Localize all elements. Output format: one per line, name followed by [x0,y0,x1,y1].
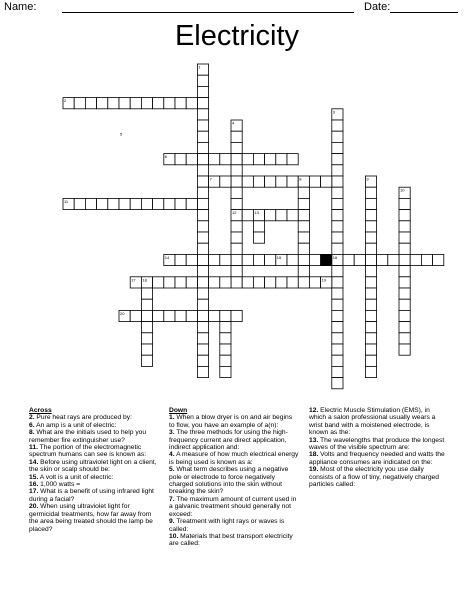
clue-text: Volts and frequency needed and watts the appliance consumes are indicated on the: [309,451,445,466]
grid-cell[interactable] [153,277,164,288]
grid-cell[interactable] [332,120,343,131]
grid-cell[interactable] [231,310,242,321]
grid-cell[interactable] [253,254,264,265]
grid-cell[interactable] [197,310,208,321]
grid-cell[interactable] [287,154,298,165]
grid-cell[interactable] [130,198,141,209]
grid-cell[interactable] [265,176,276,187]
grid-cell[interactable] [265,277,276,288]
clue-item [309,451,445,466]
grid-cell[interactable] [298,243,309,254]
grid-cell[interactable] [242,154,253,165]
grid-cell[interactable] [175,277,186,288]
date-label: Date: [364,1,391,13]
grid-cell[interactable] [197,366,208,377]
cell-number: 11 [64,198,69,204]
grid-cell[interactable] [298,266,309,277]
grid-cell[interactable] [197,355,208,366]
grid-cell[interactable] [309,254,320,265]
grid-cell[interactable] [332,355,343,366]
grid-cell[interactable] [231,243,242,254]
cell-number: 20 [120,310,125,316]
cell-number: 15 [276,254,282,260]
grid-cell[interactable] [287,277,298,288]
clue-item [29,481,159,488]
grid-cell[interactable] [231,187,242,198]
grid-cell[interactable] [298,210,309,221]
grid-cell[interactable] [399,333,410,344]
grid-cell[interactable] [186,154,197,165]
grid-cell[interactable] [365,310,376,321]
clue-item [29,459,159,474]
grid-cell[interactable] [309,277,320,288]
grid-cell[interactable] [197,344,208,355]
grid-cell[interactable] [298,221,309,232]
grid-cell[interactable] [74,98,85,109]
grid-cell[interactable] [119,198,130,209]
grid-cell[interactable] [365,344,376,355]
grid-cell[interactable] [186,254,197,265]
clue-text: Before using ultraviolet light on a client, the skin or scalp should be: [29,458,157,474]
grid-cell[interactable] [332,243,343,254]
grid-cell[interactable] [332,378,343,389]
grid-cell[interactable] [399,288,410,299]
grid-cell[interactable] [197,131,208,142]
grid-cell[interactable] [365,355,376,366]
grid-cell[interactable] [209,154,220,165]
grid-cell[interactable] [354,254,365,265]
grid-cell[interactable] [287,254,298,265]
grid-cell[interactable] [332,176,343,187]
clue-number: 10. [169,532,179,540]
grid-cell[interactable] [287,176,298,187]
clue-text: What are the initials used to help you remember fire extinguisher use? [29,429,147,444]
grid-cell[interactable] [231,232,242,243]
grid-cell[interactable] [197,254,208,265]
grid-cell[interactable] [388,254,399,265]
clue-text: What term describes using a negative pole or electrode to force negatively charged solutions into the skin without breaking the skin? [169,466,289,496]
cell-number: 17 [131,277,136,283]
grid-cell[interactable] [365,210,376,221]
grid-cell[interactable] [332,310,343,321]
clue-text: Treatment with light rays or waves is called: [169,518,285,533]
clue-text: The portion of the electromagnetic spectrum humans can see is known as: [29,444,147,459]
grid-cell[interactable] [365,254,376,265]
grid-cell[interactable] [365,288,376,299]
cell-number: 4 [232,120,235,126]
grid-cell[interactable] [175,310,186,321]
grid-cell[interactable] [410,254,421,265]
grid-cell[interactable] [253,221,264,232]
clue-item [169,466,299,496]
grid-cell[interactable] [141,299,152,310]
clue-number: 7. [169,495,175,503]
clue-item [29,488,159,503]
grid-cell[interactable] [197,221,208,232]
grid-cell[interactable] [242,210,253,221]
across-heading: Across [29,407,52,414]
clue-text: What is a benefit of using infrared light during a facial? [29,488,154,503]
grid-cell[interactable] [231,154,242,165]
grid-cell[interactable] [141,355,152,366]
grid-cell[interactable] [141,322,152,333]
grid-cell[interactable] [365,221,376,232]
grid-cell[interactable] [85,98,96,109]
grid-cell[interactable] [197,187,208,198]
grid-cell[interactable] [220,355,231,366]
clue-text: An amp is a unit of electric: [34,421,117,429]
grid-cell[interactable] [197,277,208,288]
clue-number: 16. [29,481,39,489]
grid-cell[interactable] [130,98,141,109]
cell-number: 8 [299,176,302,182]
clue-number: 3. [169,429,175,437]
clue-item [169,533,299,548]
grid-cell[interactable] [197,210,208,221]
grid-cell[interactable] [130,310,141,321]
cell-number: 3 [332,109,336,115]
grid-cell[interactable] [108,198,119,209]
grid-cell[interactable] [298,187,309,198]
grid-cell[interactable] [276,210,287,221]
grid-cell[interactable] [74,198,85,209]
clue-item [169,414,299,429]
grid-cell[interactable] [365,243,376,254]
clue-item [169,451,299,466]
grid-cell[interactable] [220,366,231,377]
grid-cell[interactable] [298,232,309,243]
grid-cell[interactable] [231,131,242,142]
clue-item [169,429,299,451]
puzzle-title: Electricity [174,20,300,52]
clue-item [309,437,445,452]
grid-cell[interactable] [265,154,276,165]
grid-cell[interactable] [186,310,197,321]
grid-cell[interactable] [365,187,376,198]
down-heading: Down [169,407,188,414]
grid-cell[interactable] [209,254,220,265]
grid-cell[interactable] [186,277,197,288]
grid-cell[interactable] [197,165,208,176]
clue-text: The wavelengths that produce the longest waves of the visible spectrum are: [309,436,445,452]
clue-number: 17. [29,488,39,496]
clue-text: The three methods for using the high-frequency current are direct application, indirect application and: [169,429,288,452]
cell-number: 9 [366,176,369,182]
grid-cell[interactable] [97,98,108,109]
grid-cell[interactable] [399,243,410,254]
grid-cell[interactable] [197,288,208,299]
grid-cell[interactable] [321,176,332,187]
cell-number: 1 [198,64,201,70]
clue-number: 18. [309,451,319,459]
cell-number: 13 [254,210,259,216]
grid-cell[interactable] [141,198,152,209]
grid-cell[interactable] [141,344,152,355]
clue-text: 1,000 watts = [38,481,81,489]
grid-cell[interactable] [141,288,152,299]
grid-cell[interactable] [399,221,410,232]
grid-cell[interactable] [220,310,231,321]
grid-cell[interactable] [220,176,231,187]
grid-cell[interactable] [265,254,276,265]
clue-number: 20. [29,503,39,511]
grid-cell[interactable] [399,299,410,310]
grid-cell[interactable] [399,254,410,265]
grid-cell[interactable] [220,277,231,288]
clue-number: 14. [29,458,39,466]
grid-cell[interactable] [141,310,152,321]
grid-cell[interactable] [377,254,388,265]
grid-cell[interactable] [399,310,410,321]
grid-cell[interactable] [242,176,253,187]
grid-cell[interactable] [287,210,298,221]
clue-text: A volt is a unit of electric: [38,473,114,481]
grid-cell[interactable] [365,232,376,243]
grid-cell[interactable] [197,198,208,209]
clue-number: 5. [169,466,175,474]
clue-item [29,474,159,481]
grid-cell[interactable] [332,221,343,232]
down-clues [169,407,299,548]
grid-cell[interactable] [164,98,175,109]
grid-cell[interactable] [332,131,343,142]
clue-item [169,518,299,533]
grid-cell[interactable] [231,176,242,187]
grid-cell[interactable] [365,333,376,344]
grid-cell[interactable] [298,277,309,288]
grid-cell[interactable] [365,366,376,377]
grid-cell[interactable] [231,142,242,153]
grid-cell[interactable] [197,120,208,131]
clue-item [29,422,159,429]
grid-cell[interactable] [164,277,175,288]
grid-cell[interactable] [332,266,343,277]
grid-cell[interactable] [231,266,242,277]
grid-cell[interactable] [332,344,343,355]
clue-text: The maximum amount of current used in a galvanic treatment should generally not exceed: [169,495,297,518]
cell-number: 19 [321,277,327,283]
clue-item [169,496,299,518]
cell-number: 18 [142,277,147,283]
clue-text: When a blow dryer is on and air begins to flow, you have an example of a(n): [169,414,293,429]
black-cell [321,254,332,265]
grid-cell[interactable] [399,232,410,243]
grid-cell[interactable] [332,366,343,377]
clue-number: 2. [29,414,35,422]
grid-cell[interactable] [276,277,287,288]
clue-text: Most of the electricity you use daily consists of a flow of tiny, negatively charged particles called: [309,466,439,489]
grid-cell[interactable] [309,176,320,187]
grid-cell[interactable] [231,277,242,288]
grid-cell[interactable] [197,142,208,153]
cell-number: 12 [232,210,237,216]
clue-number: 12. [309,407,319,414]
grid-cell[interactable] [265,210,276,221]
clue-number: 15. [29,473,39,481]
grid-cell[interactable] [365,277,376,288]
grid-cell[interactable] [97,198,108,209]
grid-cell[interactable] [220,154,231,165]
grid-cell[interactable] [365,198,376,209]
grid-cell[interactable] [421,254,432,265]
clue-text: Pure heat rays are produced by: [34,414,132,422]
grid-cell[interactable] [231,254,242,265]
grid-cell[interactable] [153,310,164,321]
grid-cell[interactable] [197,322,208,333]
grid-cell[interactable] [197,75,208,86]
clue-number: 13. [309,436,319,444]
grid-cell[interactable] [276,176,287,187]
clue-item [29,503,159,533]
cell-number: 2 [64,98,67,104]
grid-cell[interactable] [253,154,264,165]
grid-cell[interactable] [197,176,208,187]
cell-number: 14 [164,254,170,260]
grid-cell[interactable] [365,299,376,310]
grid-cell[interactable] [186,198,197,209]
grid-cell[interactable] [164,310,175,321]
clue-number: 1. [169,414,175,422]
grid-cell[interactable] [298,254,309,265]
grid-cell[interactable] [399,277,410,288]
name-label: Name: [4,1,37,13]
clue-text: Electric Muscle Stimulation (EMS), in which a salon professional usually wears a wrist band with a moistened electrode, is known as the: [309,407,436,437]
clue-number: 8. [29,429,35,437]
grid-cell[interactable] [197,299,208,310]
grid-cell[interactable] [197,333,208,344]
across-clues [29,407,159,533]
grid-cell[interactable] [399,344,410,355]
grid-cell[interactable] [242,277,253,288]
grid-cell[interactable] [365,322,376,333]
cell-number: 10 [400,187,405,193]
grid-cell[interactable] [231,198,242,209]
grid-cell[interactable] [399,322,410,333]
clue-number: 11. [29,444,38,452]
grid-cell[interactable] [153,198,164,209]
cell-number: 7 [209,176,212,182]
grid-cell[interactable] [332,198,343,209]
grid-cell[interactable] [197,243,208,254]
grid-cell[interactable] [332,288,343,299]
grid-cell[interactable] [220,333,231,344]
grid-cell[interactable] [220,344,231,355]
grid-cell[interactable] [119,98,130,109]
clue-item [29,429,159,444]
grid-cell[interactable] [175,154,186,165]
grid-cell[interactable] [197,232,208,243]
grid-cell[interactable] [175,98,186,109]
clue-text: When using ultraviolet light for germicidal treatments, how far away from the area being treated should the lamp be placed? [29,503,153,533]
grid-cell[interactable] [332,165,343,176]
clue-number: 6. [29,421,35,429]
grid-cell[interactable] [197,266,208,277]
grid-cell[interactable] [231,221,242,232]
grid-cell[interactable] [197,109,208,120]
cell-number: 16 [332,254,338,260]
clue-number: 4. [169,451,175,459]
grid-cell[interactable] [164,198,175,209]
grid-cell[interactable] [175,254,186,265]
grid-cell[interactable] [332,299,343,310]
grid-cell[interactable] [220,322,231,333]
grid-cell[interactable] [332,333,343,344]
down-clues-continued [309,407,445,488]
cell-number: 6 [164,154,168,160]
clue-number: 9. [169,518,175,526]
grid-cell[interactable] [197,86,208,97]
grid-cell[interactable] [399,198,410,209]
grid-cell[interactable] [242,254,253,265]
grid-cell[interactable] [253,277,264,288]
clue-item [309,466,445,488]
grid-cell[interactable] [332,142,343,153]
grid-cell[interactable] [253,232,264,243]
clue-number: 19. [309,466,319,474]
grid-cell[interactable] [108,98,119,109]
grid-cell[interactable] [399,266,410,277]
grid-cell[interactable] [141,98,152,109]
grid-cell[interactable] [186,98,197,109]
grid-cell[interactable] [209,277,220,288]
clue-item [309,407,445,437]
clue-text: A measure of how much electrical energy is being used is known as a: [169,451,299,466]
grid-cell[interactable] [365,266,376,277]
clue-item [29,444,159,459]
clue-text: Materials that best transport electricity are called: [169,532,293,548]
grid-cell[interactable] [399,210,410,221]
grid-cell[interactable] [332,322,343,333]
grid-cell[interactable] [332,210,343,221]
grid-cell[interactable] [175,198,186,209]
grid-cell[interactable] [332,187,343,198]
grid-cell[interactable] [141,333,152,344]
grid-cell[interactable] [85,198,96,209]
grid-cell[interactable] [332,232,343,243]
grid-cell[interactable] [343,254,354,265]
grid-cell[interactable] [276,154,287,165]
grid-cell[interactable] [197,98,208,109]
grid-cell[interactable] [298,198,309,209]
grid-cell[interactable] [253,176,264,187]
clue-item [29,414,159,421]
grid-cell[interactable] [332,154,343,165]
grid-cell[interactable] [153,98,164,109]
grid-cell[interactable] [197,154,208,165]
grid-cell[interactable] [433,254,444,265]
grid-cell[interactable] [220,254,231,265]
cell-number: 5 [120,131,123,137]
grid-cell[interactable] [209,310,220,321]
grid-cell[interactable] [332,277,343,288]
grid-cell[interactable] [231,165,242,176]
